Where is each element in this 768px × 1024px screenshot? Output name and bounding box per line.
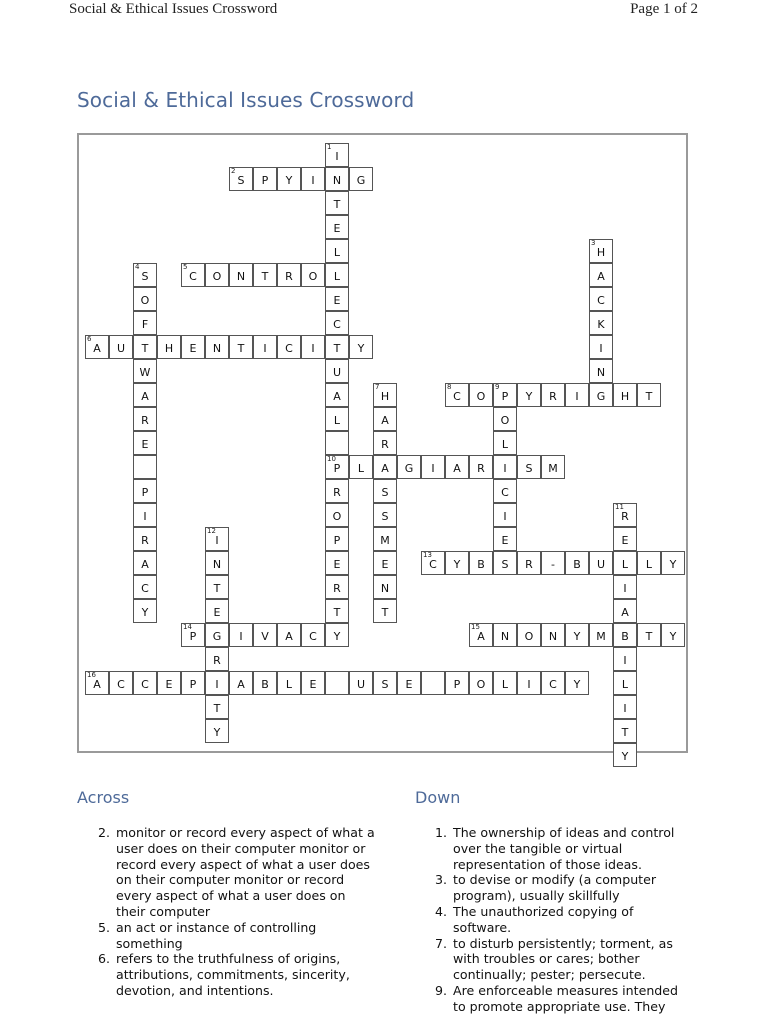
cell-letter: C	[189, 270, 197, 283]
clue-number-label: 2	[231, 167, 236, 175]
cell-letter: Y	[669, 558, 677, 571]
cell-letter: H	[596, 246, 606, 259]
cell-letter: C	[141, 582, 149, 595]
clue-number-label: 6	[87, 335, 92, 343]
clue-number-label: 8	[447, 383, 452, 391]
cell-letter: L	[333, 270, 341, 283]
cell-letter: P	[261, 174, 269, 187]
cell-letter: O	[524, 630, 534, 643]
clue-number-label: 14	[183, 623, 192, 631]
cell-letter: T	[381, 606, 389, 619]
cell-letter: P	[333, 462, 341, 475]
cell-letter: C	[285, 342, 293, 355]
cell-letter: B	[573, 558, 581, 571]
cell-letter: Y	[213, 726, 221, 739]
cell-letter: E	[501, 534, 509, 547]
page-header-title: Social & Ethical Issues Crossword	[69, 1, 278, 17]
cell-letter: O	[308, 270, 318, 283]
cell-letter: T	[333, 198, 341, 211]
cell-letter: R	[477, 462, 485, 475]
cell-letter: G	[356, 174, 366, 187]
cell-letter: A	[381, 414, 389, 427]
cell-letter: I	[311, 174, 315, 187]
cell-letter: I	[575, 390, 579, 403]
cell-letter: C	[117, 678, 125, 691]
clue-text: to devise or modify (a computer program), usually skillfully	[453, 872, 657, 904]
across-heading: Across	[77, 788, 130, 807]
clue-number-label: 11	[615, 503, 624, 511]
cell-letter: T	[261, 270, 269, 283]
cell-letter: N	[548, 630, 558, 643]
cell-letter: Y	[333, 630, 341, 643]
clue-item	[97, 825, 378, 920]
cell-letter: A	[93, 678, 101, 691]
cell-letter: P	[453, 678, 461, 691]
clue-text: an act or instance of controlling something	[116, 919, 317, 951]
cell-letter: P	[141, 486, 149, 499]
down-heading: Down	[415, 788, 461, 807]
cell-letter: E	[309, 678, 317, 691]
cell-letter: Y	[525, 390, 533, 403]
cell-letter: E	[189, 342, 197, 355]
clue-number-label: 15	[471, 623, 480, 631]
cell-letter: O	[140, 294, 150, 307]
cell-letter: O	[332, 510, 342, 523]
cell-letter: Y	[453, 558, 461, 571]
clue-number: 1.	[434, 825, 447, 840]
cell-letter: M	[596, 630, 606, 643]
cell-letter: A	[285, 630, 293, 643]
cell-letter: R	[525, 558, 533, 571]
cell-letter: I	[143, 510, 147, 523]
cell-letter: E	[165, 678, 173, 691]
clue-number: 3.	[434, 872, 447, 888]
cell-letter: A	[141, 390, 149, 403]
cell-letter: W	[139, 366, 151, 379]
cell-letter: M	[548, 462, 558, 475]
cell-letter: A	[237, 678, 245, 691]
cell-letter: Y	[285, 174, 293, 187]
cell-letter: I	[623, 702, 627, 715]
cell-letter: N	[500, 630, 510, 643]
cell-letter: C	[141, 678, 149, 691]
cell-letter: L	[621, 558, 629, 571]
clue-number-label: 9	[495, 383, 500, 391]
clue-item	[434, 825, 693, 872]
cell-letter: R	[381, 438, 389, 451]
cell-letter: A	[93, 342, 101, 355]
cell-letter: L	[645, 558, 653, 571]
cell-letter: P	[333, 534, 341, 547]
clue-text: refers to the truthfulness of origins, attributions, commitments, sincerity, devotion, and intentions.	[116, 951, 350, 998]
cell-letter: L	[501, 438, 509, 451]
cell-letter: C	[597, 294, 605, 307]
clue-number-label: 4	[135, 263, 140, 271]
clue-number: 6.	[97, 951, 110, 967]
cell-letter: A	[141, 558, 149, 571]
cell-letter: N	[380, 582, 390, 595]
cell-letter: I	[335, 150, 339, 163]
cell-letter: E	[405, 678, 413, 691]
clue-item	[97, 951, 378, 998]
cell-letter: R	[333, 486, 341, 499]
cell-letter: N	[596, 366, 606, 379]
cell-letter: S	[141, 270, 149, 283]
cell-letter: T	[645, 390, 653, 403]
cell-letter: P	[189, 678, 197, 691]
cell-letter: R	[213, 654, 221, 667]
cell-letter: C	[309, 630, 317, 643]
clue-number: 5.	[97, 919, 110, 935]
cell-letter: A	[621, 606, 629, 619]
clue-text: The ownership of ideas and control over the tangible or virtual representation of those ideas.	[453, 825, 675, 872]
cell-letter: F	[141, 318, 149, 331]
clue-number-label: 12	[207, 527, 216, 535]
cell-letter: N	[236, 270, 246, 283]
cell-letter: M	[380, 534, 390, 547]
down-clue-list	[434, 825, 693, 1015]
cell-letter: E	[381, 558, 389, 571]
cell-letter: S	[237, 174, 245, 187]
cell-letter: E	[333, 558, 341, 571]
cell-letter: K	[597, 318, 605, 331]
cell-letter: Y	[669, 630, 677, 643]
cell-letter: S	[381, 510, 389, 523]
cell-letter: U	[116, 342, 126, 355]
cell-letter: A	[477, 630, 485, 643]
cell-letter: R	[333, 582, 341, 595]
cell-letter: V	[261, 630, 269, 643]
cell-letter: R	[285, 270, 293, 283]
cell-letter: T	[213, 582, 221, 595]
clue-text: to disturb persistently; torment, as with troubles or cares; bother continually; pester; persecute.	[453, 935, 673, 983]
clue-number-label: 7	[375, 383, 380, 391]
cell-letter: Y	[621, 750, 629, 763]
clue-item	[434, 903, 693, 936]
cell-letter: N	[212, 558, 222, 571]
cell-letter: A	[381, 462, 389, 475]
cell-letter: H	[620, 390, 630, 403]
clue-number: 2.	[97, 825, 110, 840]
cell-letter: E	[213, 606, 221, 619]
cell-letter: N	[332, 174, 342, 187]
cell-letter: L	[501, 678, 509, 691]
cell-letter: L	[621, 678, 629, 691]
cell-letter: G	[596, 390, 606, 403]
cell-letter: P	[189, 630, 197, 643]
cell-letter: S	[501, 558, 509, 571]
cell-letter: H	[164, 342, 174, 355]
cell-letter: A	[597, 270, 605, 283]
cell-letter: I	[527, 678, 531, 691]
cell-letter: O	[500, 414, 510, 427]
cell-letter: P	[501, 390, 509, 403]
cell-letter: Y	[573, 678, 581, 691]
cell-letter: U	[332, 366, 342, 379]
cell-letter: L	[357, 462, 365, 475]
cell-letter: H	[380, 390, 390, 403]
clue-number-label: 13	[423, 551, 432, 559]
cell-letter: U	[596, 558, 606, 571]
cell-letter: I	[623, 582, 627, 595]
cell-letter: A	[333, 390, 341, 403]
clue-number-label: 10	[327, 455, 336, 463]
cell-letter: L	[333, 246, 341, 259]
cell-letter: E	[621, 534, 629, 547]
crossword-board	[77, 133, 688, 753]
cell-letter: -	[551, 558, 555, 571]
cell-letter: T	[333, 606, 341, 619]
cell-letter: C	[453, 390, 461, 403]
clue-item	[434, 872, 693, 904]
clue-number-label: 5	[183, 263, 188, 271]
clue-text: monitor or record every aspect of what a user does on their computer monitor or record every aspect of what a user does on their computer monitor or record every aspect of what a user does on their computer	[116, 825, 375, 919]
cell-letter: R	[549, 390, 557, 403]
cell-letter: G	[404, 462, 414, 475]
cell-letter: C	[429, 558, 437, 571]
page-title: Social & Ethical Issues Crossword	[77, 88, 415, 112]
clue-number: 9.	[434, 982, 447, 998]
cell-letter: T	[141, 342, 149, 355]
clue-item	[97, 919, 378, 952]
clue-number: 7.	[434, 935, 447, 951]
cell-letter: I	[623, 654, 627, 667]
clue-number: 4.	[434, 903, 447, 919]
cell-letter: I	[311, 342, 315, 355]
cell-letter: I	[215, 534, 219, 547]
cell-letter: T	[213, 702, 221, 715]
cell-letter: E	[333, 222, 341, 235]
cell-letter: I	[431, 462, 435, 475]
cell-letter: R	[141, 534, 149, 547]
cell-letter: C	[333, 318, 341, 331]
cell-letter: I	[503, 462, 507, 475]
cell-letter: O	[476, 678, 486, 691]
cell-letter: B	[621, 630, 629, 643]
clue-item	[434, 982, 693, 1015]
cell-letter: C	[549, 678, 557, 691]
cell-letter: R	[141, 414, 149, 427]
clue-text: Are enforceable measures intended to promote appropriate use. They	[453, 982, 679, 1014]
cell-letter: B	[477, 558, 485, 571]
cell-letter: I	[503, 510, 507, 523]
cell-letter: Y	[573, 630, 581, 643]
clue-number-label: 3	[591, 239, 596, 247]
cell-letter: I	[239, 630, 243, 643]
cell-letter: N	[212, 342, 222, 355]
cell-letter: A	[453, 462, 461, 475]
cell-letter: G	[212, 630, 222, 643]
cell-letter: C	[501, 486, 509, 499]
cell-letter: S	[381, 486, 389, 499]
cell-letter: E	[141, 438, 149, 451]
cell-letter: B	[261, 678, 269, 691]
cell-letter: T	[333, 342, 341, 355]
cell-letter: S	[381, 678, 389, 691]
clue-number-label: 16	[87, 671, 96, 679]
cell-letter: Y	[357, 342, 365, 355]
page-number: Page 1 of 2	[630, 1, 698, 17]
cell-letter: T	[237, 342, 245, 355]
cell-letter: I	[599, 342, 603, 355]
cell-letter: T	[621, 726, 629, 739]
clue-number-label: 1	[327, 143, 332, 151]
cell-letter: E	[333, 294, 341, 307]
cell-letter: I	[263, 342, 267, 355]
across-clue-list	[97, 825, 378, 999]
cell-letter: I	[215, 678, 219, 691]
cell-letter: L	[285, 678, 293, 691]
cell-letter: Y	[141, 606, 149, 619]
cell-letter: T	[645, 630, 653, 643]
cell-letter: O	[212, 270, 222, 283]
clue-text: The unauthorized copying of software.	[453, 903, 634, 935]
cell-letter: S	[525, 462, 533, 475]
cell-letter: L	[333, 414, 341, 427]
clue-item	[434, 935, 693, 983]
cell-letter: O	[476, 390, 486, 403]
cell-letter: U	[356, 678, 366, 691]
cell-letter: R	[621, 510, 629, 523]
